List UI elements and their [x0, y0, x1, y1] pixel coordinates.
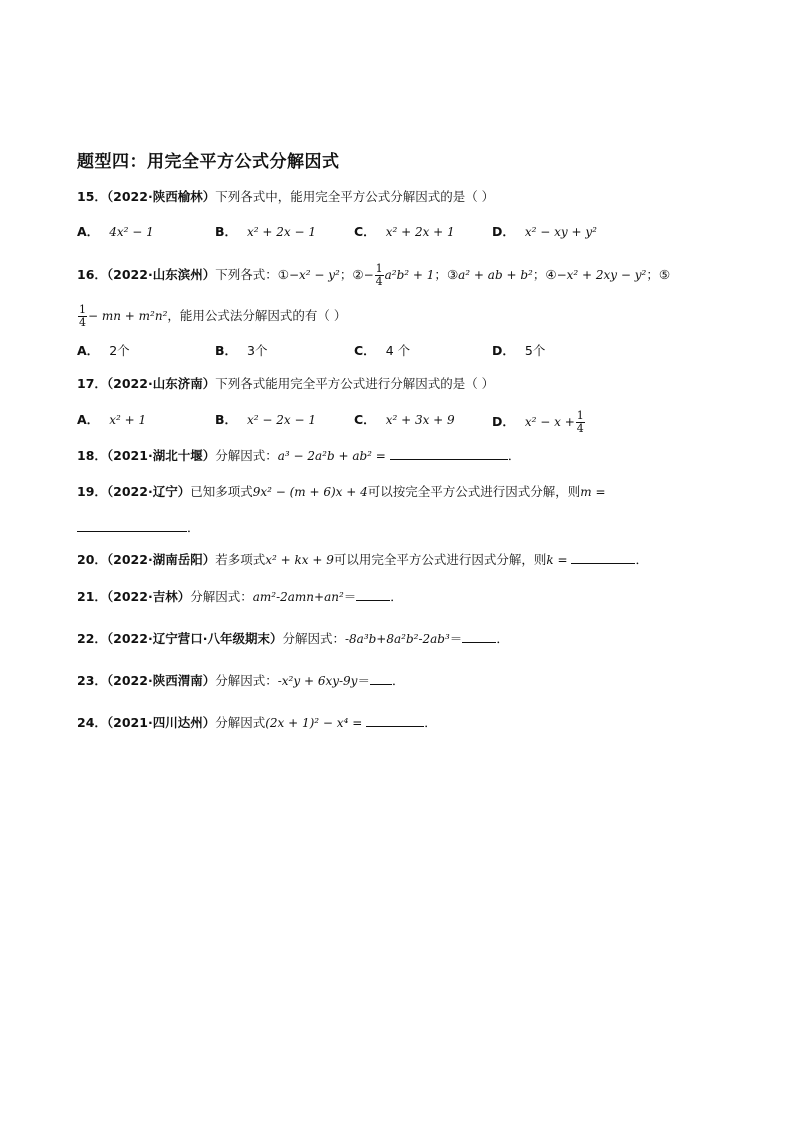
- answer-blank[interactable]: [77, 519, 187, 532]
- fraction: $\frac{1}{4}$: [576, 409, 584, 435]
- question-19-line-2: ．: [77, 518, 200, 538]
- question-16-line-2: $\frac{1}{4}$ − mn + m²n²，能用公式法分解因式的有（ ）: [79, 303, 347, 329]
- q16-option-a[interactable]: A． 2个: [77, 343, 130, 358]
- question-22: 22．（2022·辽宁营口·八年级期末）分解因式：-8a³b+8a²b²-2ab³＝ ．: [77, 631, 509, 646]
- question-16: 16．（2022·山东滨州）下列各式：①−x² − y²；②− $\frac{1}{4}$ a²b² + 1；③a² + ab + b²；④−x² + 2xy − y²；⑤: [77, 262, 671, 288]
- answer-blank[interactable]: [356, 588, 390, 601]
- question-number: 15．: [77, 189, 107, 204]
- q17-option-c[interactable]: C． x² + 3x + 9: [354, 412, 455, 427]
- q17-option-a[interactable]: A． x² + 1: [77, 412, 147, 427]
- question-19: 19．（2022·辽宁）已知多项式9x² − (m + 6)x + 4可以按完全平方公式进行因式分解，则m =: [77, 484, 606, 499]
- answer-blank[interactable]: [366, 714, 424, 727]
- section-title: 题型四：用完全平方公式分解因式: [77, 152, 340, 172]
- q17-option-b[interactable]: B． x² − 2x − 1: [215, 412, 317, 427]
- q17-option-d[interactable]: D． x² − x + $\frac{1}{4}$: [492, 409, 584, 435]
- q15-option-c[interactable]: C． x² + 2x + 1: [354, 224, 455, 239]
- q16-option-d[interactable]: D． 5个: [492, 343, 546, 358]
- fraction: $\frac{1}{4}$: [79, 303, 86, 329]
- fraction: $\frac{1}{4}$: [375, 262, 383, 288]
- q16-option-c[interactable]: C． 4 个: [354, 343, 411, 358]
- answer-blank[interactable]: [370, 672, 392, 685]
- q16-option-b[interactable]: B． 3个: [215, 343, 268, 358]
- answer-blank[interactable]: [462, 630, 496, 643]
- question-15: [77, 187, 494, 207]
- q15-option-b[interactable]: B． x² + 2x − 1: [215, 224, 317, 239]
- question-23: 23．（2022·陕西渭南）分解因式：-x²y + 6xy-9y＝ ．: [77, 673, 405, 688]
- q15-option-d[interactable]: D． x² − xy + y²: [492, 224, 597, 239]
- question-18: 18．（2021·湖北十堰）分解因式：a³ − 2a²b + ab² = ．: [77, 448, 521, 463]
- question-17: 17．（2022·山东济南）下列各式能用完全平方公式进行分解因式的是（ ）: [77, 376, 495, 391]
- question-21: 21．（2022·吉林）分解因式：am²-2amn+an²＝ ．: [77, 589, 403, 604]
- answer-blank[interactable]: [571, 551, 635, 564]
- answer-blank[interactable]: [390, 447, 508, 460]
- question-source: （2022·陕西榆林）: [106, 189, 216, 204]
- question-24: 24．（2021·四川达州）分解因式(2x + 1)² − x⁴ = ．: [77, 715, 437, 730]
- question-20: 20．（2022·湖南岳阳）若多项式x² + kx + 9可以用完全平方公式进行因式分解，则k = ．: [77, 552, 648, 567]
- question-text: 下列各式中，能用完全平方公式分解因式的是（ ）: [215, 189, 495, 204]
- q15-option-a[interactable]: A． 4x² − 1: [77, 224, 154, 239]
